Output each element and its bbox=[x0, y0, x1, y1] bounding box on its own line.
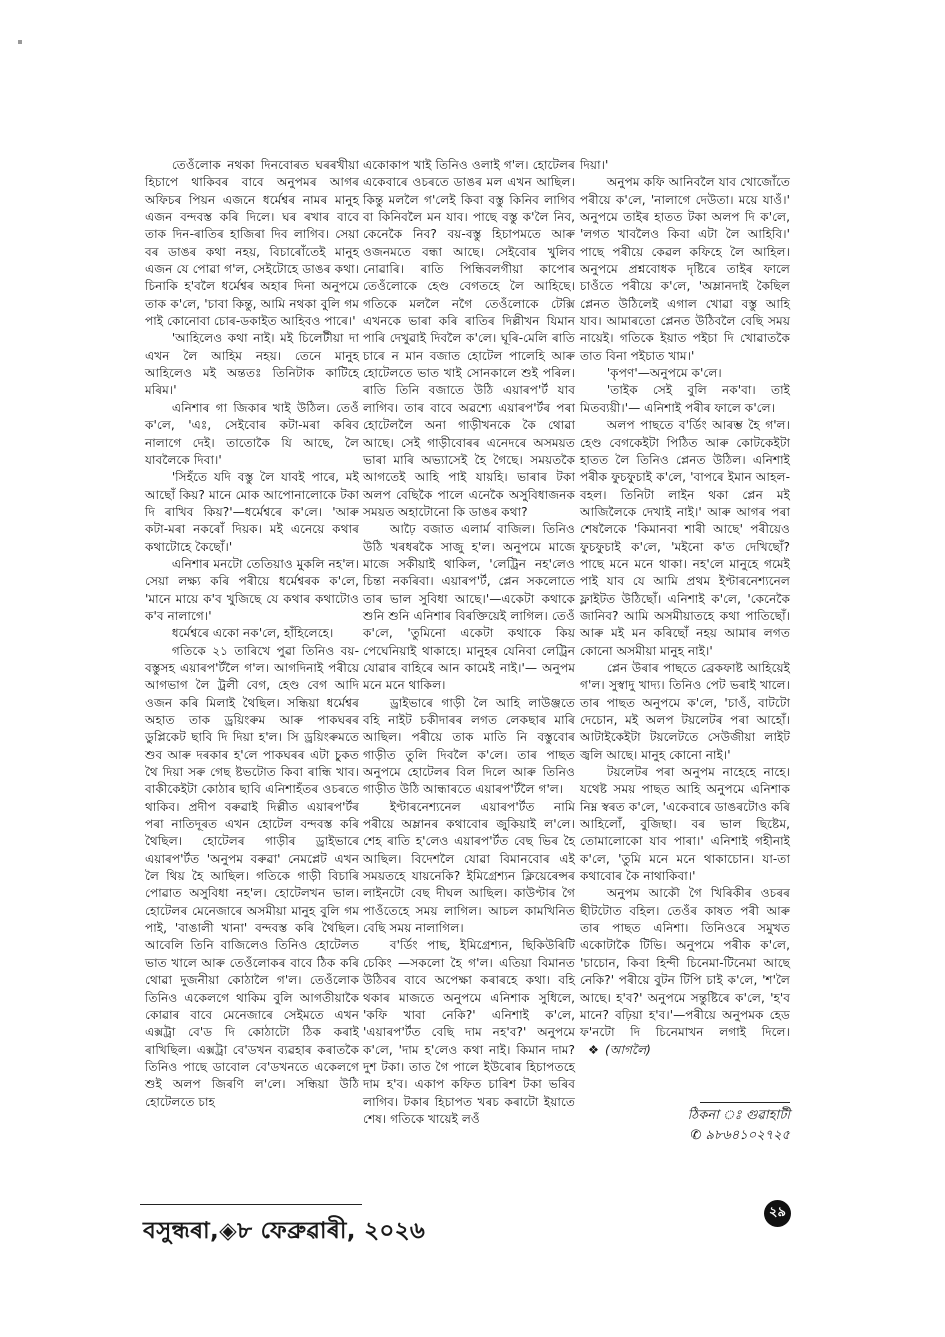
article-paragraph bbox=[145, 556, 359, 625]
paragraph-text: 'কৃপণ'—অনুপমে ক'লে। bbox=[606, 366, 722, 381]
page-footer: বসুন্ধৰা,◈৮ ফেব্ৰুৱাৰী, ২০২৬ bbox=[143, 1218, 426, 1244]
page-number: ২৯ bbox=[764, 1200, 791, 1227]
article-paragraph bbox=[363, 521, 575, 694]
continued-label: (আগলৈ) bbox=[604, 1042, 651, 1057]
paragraph-text: অনুপম কফি আনিবলৈ যাব খোজোঁতে পৰীয়ে ক'লে, 'নালাগে দেউতা। ময়ে যাওঁ।' অনুপমে তাইৰ হাতত টকা অলপ দি ক'লে, 'লগত খাবলৈও কিবা এটা লৈ আহিবি।' পাছে পৰীয়ে কেৱল কফিহে লৈ আহিল। অনুপমে প্ৰশ্নবোধক দৃষ্টিৰে তাইৰ ফালে চাওঁতে পৰীয়ে ক'লে, 'অম্লানদাই কৈছিল প্লেনত উঠিলেই এগাল খোৱা বস্তু আহি যাব। আমাৰতো প্লেনত উঠিবলৈ বেছি সময় নায়েই। গতিকে ইয়াত পইচা দি খোৱাতকৈ তাত বিনা পইচাত খাম।' bbox=[580, 175, 790, 363]
paragraph-text: ড্ৰাইভাৰে গাড়ী লৈ আহি লাউঞ্জতে বহি নাইট চকীদাৰৰ লগত লেকছাৰ মাৰি আছিল। পৰীয়ে তাক মাতি নি বস্তুবোৰ গাড়ীত তুলি দিবলৈ ক'লে। তাৰ পাছত অনুপমে হোটেলৰ বিল দিলে আৰু তিনিও গাড়ীত উঠি আন্ধাৰতে এয়াৰপ'ৰ্টলৈ গ'ল। bbox=[363, 695, 575, 797]
paragraph-text: অনুপম আকৌ গৈ খিৰিকীৰ ওচৰৰ ছীটটোত বহিল। তেওঁৰ কাষত পৰী আৰু তাৰ পাছত এনিশা। তিনিওৰে সমুখত একোটাকৈ টিভি। অনুপমে পৰীক ক'লে, 'চাচোন, কিবা হিন্দী চিনেমা-টিনেমা আছে নেকি?' পৰীয়ে বুটন টিপি চাই ক'লে, 'শ'লৈ আছে। হ'ব?' অনুপমে সন্তুষ্টিৰে ক'লে, 'হ'ব মানে? বঢ়িয়া হ'ব।'—পৰীয়ে অনুপমক হেড ফ'নটো দি চিনেমাখন লগাই দিলে। bbox=[580, 886, 790, 1040]
article-paragraph bbox=[580, 382, 790, 417]
article-paragraph bbox=[580, 764, 790, 885]
magazine-name: বসুন্ধৰা bbox=[143, 1218, 211, 1244]
article-paragraph bbox=[363, 799, 575, 938]
author-address: ঠিকনা ঃ গুৱাহাটী bbox=[687, 1108, 790, 1123]
article-paragraph bbox=[145, 469, 359, 556]
registration-mark bbox=[18, 40, 22, 44]
article-paragraph bbox=[145, 643, 359, 1111]
paragraph-text: একোকাপ খাই তিনিও ওলাই গ'ল। হোটেলৰ একেবাৰে ওচৰতে ডাঙৰ মল এখন আছিল। কিন্তু মললৈ গ'লেই কিবা বস্তু কিনিব লাগিব বা কিনিবলৈ মন যাব। পাছে বস্তু ক'লৈ নিব, কেনেকৈ নিব? বয়-বস্তু হিচাপমতে আৰু ওজনমতে বন্ধা আছে। সেইবোৰ খুলিব নোৱাৰি। ৰাতি পিন্ধিবলগীয়া কাপোৰ তেওঁলোকে হেণ্ড বেগতহে লৈ আহিছে। গতিকে মললৈ নগৈ তেওঁলোকে টেক্সি এখনকে ভাৰা কৰি ৰাতিৰ দিল্লীখন যিমান পাৰি দেখুৱাই দিবলৈ ক'লে। ঘূৰি-মেলি ৰাতি চাৰে ন মান বজাত হোটেল পালেহি আৰু হোটেলতে ভাত খাই সোনকালে শুই পৰিল। ৰাতি তিনি বজাতে উঠি এয়াৰপ'ৰ্ট যাব লাগিব। তাৰ বাবে অৱশ্যে এয়াৰপ'ৰ্টৰ পৰা হোটেললৈ অনা গাড়ীখনকে কৈ থোৱা আছে। সেই গাড়ীবোৰৰ এনেদৰে অসময়ত ভাৰা মাৰি অভ্যাসেই হৈ গৈছে। সময়তকৈ আগতেই আহি পাই যায়হি। ভাৰাৰ টকা অলপ বেছিকৈ পালে এনেকৈ অসুবিধাজনক সময়ত অহাটোনো কি ডাঙৰ কথা? bbox=[363, 158, 575, 519]
article-paragraph bbox=[145, 157, 359, 330]
article-paragraph bbox=[363, 157, 575, 521]
article-paragraph bbox=[145, 330, 359, 399]
article-paragraph bbox=[580, 174, 790, 365]
signature-divider bbox=[700, 1102, 790, 1103]
paragraph-text: এনিশাৰ মনটো তেতিয়াও মুকলি নহ'ল। সেয়া লক্ষ্য কৰি পৰীয়ে ধৰ্মেশ্বৰক ক'লে, 'মানে মায়ে ক'ব খুজিছে যে কথাৰ কথাটোও ক'ব নালাগে।' bbox=[145, 556, 359, 623]
author-phone: ৯৮৬৪১০২৭২৫ bbox=[705, 1128, 790, 1143]
paragraph-text: এনিশাৰ গা জিকাৰ খাই উঠিল। তেওঁ ক'লে, 'এঃ, সেইবোৰ কটা-মৰা কৰিব নালাগে দেই। তাতোকৈ যি আছে, লৈ যাবলৈকে দিবা।' bbox=[145, 400, 359, 467]
end-ornament-icon: ❖ bbox=[588, 1042, 599, 1057]
paragraph-text: টয়লেটৰ পৰা অনুপম নাহেহে নাহে। যথেষ্ট সময় পাছত আহি অনুপমে এনিশাক নিম্ন স্বৰত ক'লে, 'একেবাৰে ডাঙৰটোও কৰি আহিলোঁ, বুজিছা। বৰ ভাল ছিষ্টেম, তোমালোকো যাব পাৰা।' এনিশাই গহীনাই ক'লে, 'তুমি মনে মনে থাকাচোন। যা-তা কথাবোৰ কৈ নাথাকিবা।' bbox=[580, 765, 790, 884]
paragraph-text: আঢ়ৈ বজাত এলাৰ্ম বাজিল। তিনিও উঠি খৰধৰকৈ সাজু হ'ল। অনুপমে মাজে মাজে সকীয়াই থাকিল, 'লেট্ৰিন নহ'লেও চিন্তা নকৰিবা। এয়াৰপ'ৰ্ট, প্লেন সকলোতে তাৰ ভাল সুবিধা আছে।'—একেটা কথাকে শুনি শুনি এনিশাৰ বিৰক্তিয়েই লাগিল। তেওঁ ক'লে, 'তুমিনো একেটা কথাকে কিয় পেঘেনিয়াই থাকাহে। মানুহৰ যেনিবা লেট্ৰিন যোৱাৰ বাহিৰে আন কামেই নাই।'— অনুপম মনে মনে থাকিল। bbox=[363, 522, 575, 693]
article-paragraph bbox=[363, 695, 575, 799]
article-paragraph bbox=[145, 400, 359, 469]
paragraph-text: 'তাইক সেই বুলি নক'বা। তাই মিতব্যয়ী।'— এনিশাই পৰীৰ ফালে ক'লে। bbox=[580, 383, 790, 415]
paragraph-text: 'সিহঁতে যদি বস্তু লৈ যাবই পাৰে, মই আছোঁ কিয়? মানে মোক আপোনালোকে টকা দি ৰাখিব কিয়?'—ধৰ্মেশ্বৰে ক'লে। 'আৰু কটা-মৰা নকৰোঁ দিয়ক। মই এনেয়ে কথাৰ কথাটোহে কৈছোঁ।' bbox=[145, 470, 359, 554]
phone-icon: ✆ bbox=[690, 1128, 702, 1143]
article-paragraph bbox=[580, 365, 790, 382]
paragraph-text: দিয়া।' bbox=[580, 158, 609, 172]
article-paragraph bbox=[145, 625, 359, 642]
paragraph-text: 'আহিলেও কথা নাই। মই চিলেটীয়া দা এখন লৈ আহিম নহয়। তেনে মানুহ আহিলেও মই অন্ততঃ তিনিটাক কাটিহে মৰিম।' bbox=[145, 331, 359, 398]
article-paragraph bbox=[363, 937, 575, 1128]
issue-date: ৮ ফেব্ৰুৱাৰী, ২০২৬ bbox=[237, 1218, 426, 1244]
article-paragraph bbox=[580, 885, 790, 1058]
article-column-1 bbox=[145, 157, 359, 1111]
diamond-separator-icon: ◈ bbox=[219, 1218, 238, 1244]
footer-divider bbox=[140, 1204, 362, 1205]
paragraph-text: অলপ পাছতে ব'ৰ্ডিং আৰম্ভ হৈ গ'ল। হেণ্ড বেগকেইটা পিঠিত আৰু কোটকেইটা হাতত লৈ তিনিও প্লেনত উঠিল। এনিশাই পৰীক ফুচফুচাই ক'লে, 'বাপৰে ইমান আহল-বহল। তিনিটা লাইন থকা প্লেন মই আজিলৈকে দেখাই নাই।' আৰু আগৰ পৰা শেষলৈকে 'কিমানবা শাৰী আছে' পৰীয়েও ফুচফুচাই ক'লে, 'মইনো ক'ত দেখিছোঁ? পাছে মনে মনে থাকা। নহ'লে মানুহে গমেই পাই যাব যে আমি প্ৰথম ইণ্টাৰনেশ্যনেল ফ্লাইটত উঠিছোঁ। এনিশাই ক'লে, 'কেনেকৈ জানিব? আমি অসমীয়াতহে কথা পাতিছোঁ। আৰু মই মন কৰিছোঁ নহয় আমাৰ লগত কোনো অসমীয়া মানুহ নাই।' bbox=[580, 418, 790, 658]
paragraph-text: ব'ৰ্ডিং পাছ, ইমিগ্ৰেশ্যন, ছিকিউৰিটি চেকিং —সকলো হৈ গ'ল। এতিয়া বিমানত উঠিবৰ বাবে অপেক্ষা কৰাৰহে কথা। বহি থকাৰ মাজতে অনুপমে এনিশাক সুধিলে, 'কফি খাবা নেকি?' এনিশাই ক'লে, 'এয়াৰপ'ৰ্টত বেছি দাম নহ'ব?' অনুপমে ক'লে, 'দাম হ'লেও কথা নাই। কিমান দাম? দুশ টকা। তাত গৈ পালে ইউৰোৰ হিচাপতহে দাম হ'ব। একাপ কফিত চাৰিশ টকা ভৰিব লাগিব। টকাৰ হিচাপত খৰচ কৰাটো ইয়াতে শেষ। গতিকে খায়েই লওঁ bbox=[363, 938, 575, 1126]
article-paragraph bbox=[580, 660, 790, 764]
paragraph-text: ইণ্টাৰনেশ্যনেল এয়াৰপ'ৰ্টত নামি পৰীয়ে অম্লানৰ কথাবোৰ জুকিয়াই ল'লে। শেহ ৰাতি হ'লেও এয়াৰপ'ৰ্টত বেছ ভিৰ হৈ আছিল। বিদেশলৈ যোৱা বিমানবোৰ এই সময়তহে যায়নেকি? ইমিগ্ৰেশ্যন ক্লিয়েৰেন্সৰ লাইনটো বেছ দীঘল আছিল। কাউণ্টাৰ গৈ পাওঁতেহে সময় লাগিল। আচল কামখিনিত বেছি সময় নালাগিল। bbox=[363, 799, 575, 936]
author-contact bbox=[688, 1106, 790, 1146]
paragraph-text: তেওঁলোক নথকা দিনবোৰত ঘৰৰখীয়া হিচাপে থাকিবৰ বাবে অনুপমৰ আগৰ অফিচৰ পিয়ন এজনে ধৰ্মেশ্বৰ নামৰ মানুহ এজন বন্দবস্ত কৰি দিলে। ঘৰ ৰখাৰ বাবে তাক দিন-ৰাতিৰ হাজিৰা দিব লাগিব। সেয়া বৰ ডাঙৰ কথা নহয়, বিচাৰোঁতেই মানুহ এজন যে পোৱা গ'ল, সেইটোহে ডাঙৰ কথা। চিনাকি হ'বলৈ ধৰ্মেশ্বৰ অহাৰ দিনা অনুপমে তাক ক'লে, 'চাবা কিন্তু, আমি নথকা বুলি গম পাই কোনোবা চোৰ-ডকাইত আহিবও পাৰে।' bbox=[145, 158, 359, 329]
article-paragraph bbox=[580, 417, 790, 660]
article-column-3 bbox=[580, 157, 790, 1059]
article-paragraph bbox=[580, 157, 790, 174]
author-phone-line bbox=[688, 1126, 790, 1146]
article-column-2 bbox=[363, 157, 575, 1128]
paragraph-text: প্লেন উৰাৰ পাছতে ব্ৰেকফাষ্ট আহিয়েই গ'ল। সুস্বাদু খাদ্য। তিনিও পেট ভৰাই খালে। তাৰ পাছত অনুপমে ক'লে, 'চাওঁ, বাটটো দেচোন, মই অলপ টয়লেটৰ পৰা আহোঁ। আটাইকেইটা টয়লেটতে সেউজীয়া লাইট জ্বলি আছে। মানুহ কোনো নাই।' bbox=[580, 660, 790, 762]
paragraph-text: ধৰ্মেশ্বৰে একো নক'লে, হাঁহিলেহে। bbox=[171, 626, 334, 641]
paragraph-text: গতিকে ২১ তাৰিখে পুৱা তিনিও বয়-বস্তুসহ এয়াৰপ'ৰ্টলৈ গ'ল। আগদিনাই পৰীয়ে আগভাগ লৈ ট্ৰলী বেগ, হেণ্ড বেগ আদি ওজন কৰি মিলাই থৈছিল। সন্ধিয়া ধৰ্মেশ্বৰ অহাত তাক ড্ৰয়িংৰুম আৰু পাকঘৰৰ ডুপ্লিকেট ছাবি দি দিয়া হ'ল। সি ড্ৰয়িংৰুমতে শুব আৰু দৰকাৰ হ'লে পাকঘৰৰ এটা চুকত থৈ দিয়া সৰু গেছ ষ্টভটোত কিবা ৰান্ধি খাব। বাকীকেইটা কোঠাৰ ছাবি এনিশাহঁতৰ ওচৰতে থাকিব। প্ৰদীপ বৰুৱাই দিল্লীত এয়াৰপ'ৰ্টৰ পৰা নাতিদূৰত এখন হোটেল বন্দবস্ত কৰি থৈছিল। হোটেলৰ গাড়ীৰ ড্ৰাইভাৰে এয়াৰপ'ৰ্টত 'অনুপম বৰুৱা' নেমপ্লেট এখন লৈ থিয় হৈ আছিল। গতিকে গাড়ী বিচাৰি পোৱাত অসুবিধা নহ'ল। হোটেলখন ভাল। হোটেলৰ মেনেজাৰে অসমীয়া মানুহ বুলি গম পাই, 'বাঙালী খানা' বন্দবস্ত কৰি থৈছিল। আবেলি তিনি বাজিলেও তিনিও হোটেলত ভাত খালে আৰু তেওঁলোকৰ বাবে ঠিক কৰি থোৱা দুজনীয়া কোঠালৈ গ'ল। তেওঁলোক তিনিও একেলগে থাকিম বুলি আগতীয়াকৈ কোৱাৰ বাবে মেনেজাৰে সেইমতে এখন এক্সট্ৰা বে'ড দি কোঠাটো ঠিক কৰাই ৰাখিছিল। এক্সট্ৰা বে'ডখন ব্যৱহাৰ কৰাতকৈ তিনিও পাছে ডাবোল বে'ডখনতে একেলগে শুই অলপ জিৰণি ল'লে। সন্ধিয়া উঠি হোটেলতে চাহ bbox=[145, 643, 359, 1109]
